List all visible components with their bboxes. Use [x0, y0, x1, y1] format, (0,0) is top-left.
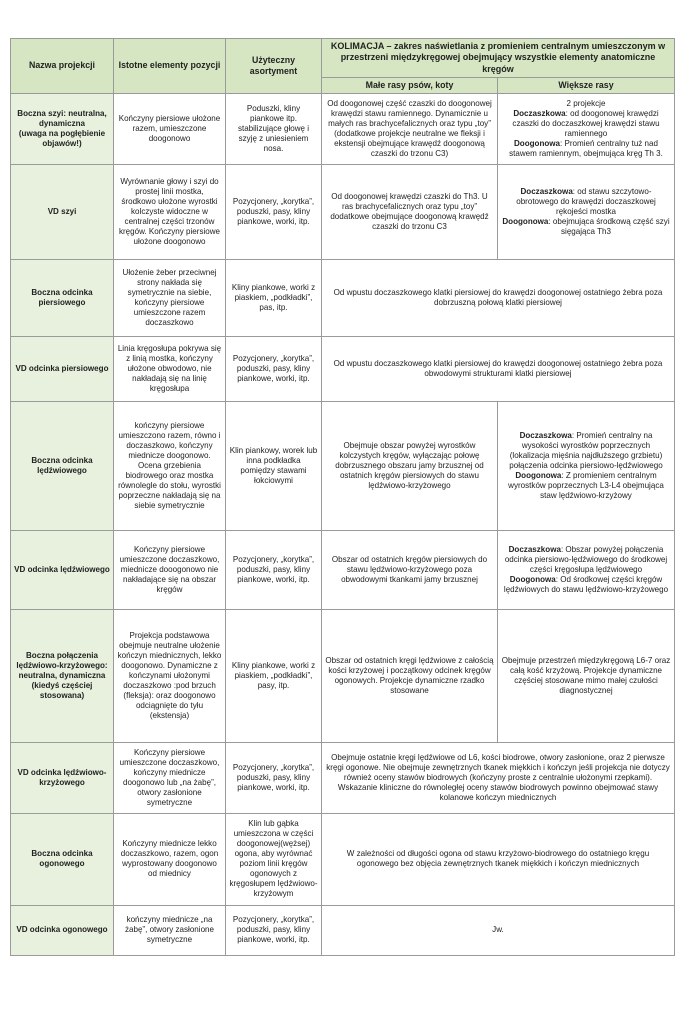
assortment-cell: Kliny piankowe, worki z piaskiem, „podkładki”, pasy, itp. [226, 609, 322, 742]
cranial-projection-text: : Promień centralny na wysokości wyrostków poprzecznych (lokalizacja mięśnia najdłuższego grzbietu) połączenia odcinka piersiowo-lędźwiowego [509, 430, 663, 470]
caudal-projection-label: Doogonowa [509, 574, 556, 584]
table-row [11, 742, 675, 813]
table-row [11, 401, 675, 530]
small-breeds-cell: Obszar od ostatnich kręgi lędźwiowe z całością kości krzyżowej i początkowy odcinek kręgów ogonowych. Projekcje dynamiczne rzadko stosowane [322, 609, 498, 742]
large-breeds-cell [498, 530, 675, 609]
caudal-projection-text: : Z promieniem centralnym wyrostków poprzecznych L3-L4 obejmująca staw lędźwiowo-krzyżowy [508, 470, 664, 500]
caudal-projection-label: Doogonowa [515, 470, 562, 480]
projection-name: VD odcinka piersiowego [11, 336, 114, 401]
collimation-merged-cell: Od wpustu doczaszkowego klatki piersiowej do krawędzi doogonowej ostatniego żebra poza dobrzuszną połową klatki piersiowej [322, 259, 675, 336]
assortment-cell: Kliny piankowe, worki z piaskiem, „podkładki”, pas, itp. [226, 259, 322, 336]
collimation-merged-cell: W zależności od długości ogona od stawu krzyżowo-biodrowego do ostatniego kręgu ogonowego bez objęcia zewnętrznych tkanek miękkich i kończyn miednicznych [322, 813, 675, 905]
caudal-projection-text: : Od środkowej części kręgów lędźwiowych do stawu lędźwiowo-krzyżowego [503, 574, 669, 594]
table-row [11, 164, 675, 259]
large-breeds-cell: Obejmuje przestrzeń międzykręgową L6-7 oraz całą kość krzyżową. Projekcje dynamiczne częściej stosowane mimo małej czułości diagnostycznej [498, 609, 675, 742]
cranial-projection-label: Doczaszkowa [513, 108, 566, 118]
position-elements-cell: Kończyny piersiowe umieszczone doczaszkowo, miednicze dooogonowo nie nakładające się na obszar kręgów [114, 530, 226, 609]
position-elements-cell: Linia kręgosłupa pokrywa się z linią mostka, kończyny ułożone obwodowo, nie nakładają się na linię kręgosłupa [114, 336, 226, 401]
assortment-cell: Pozycjonery, „korytka”, poduszki, pasy, kliny piankowe, worki, itp. [226, 164, 322, 259]
header-projection-name: Nazwa projekcji [11, 39, 114, 94]
projection-name: VD odcinka lędźwiowo-krzyżowego [11, 742, 114, 813]
assortment-cell: Klin piankowy, worek lub inna podkładka pomiędzy stawami łokciowymi [226, 401, 322, 530]
table-row [11, 259, 675, 336]
table-row [11, 336, 675, 401]
projection-name: Boczna odcinka ogonowego [11, 813, 114, 905]
assortment-cell: Klin lub gąbka umieszczona w części doogonowej(wężsej) ogona, aby wyrównać poziom linii kręgów ogonowych z kręgosłupem lędźwiowo-krzyżowym [226, 813, 322, 905]
large-breeds-cell [498, 93, 675, 164]
position-elements-cell: kończyny miednicze „na żabę”, otwory zasłonione symetryczne [114, 905, 226, 955]
caudal-projection-label: Doogonowa [502, 216, 549, 226]
small-breeds-cell: Obejmuje obszar powyżej wyrostków kolczystych kręgów, wyłączając połowę dobrzusznego obszaru jamy brzusznej od ostatnich kręgów piersiowych do stawu lędźwiowo-krzyżowego [322, 401, 498, 530]
projection-name: Boczna odcinka piersiowego [11, 259, 114, 336]
header-collimation: KOLIMACJA – zakres naświetlania z promieniem centralnym umieszczonym w przestrzeni międzykręgowej obejmujący wszystkie elementy anatomiczne kręgów [322, 39, 675, 78]
header-assortment: Użyteczny asortyment [226, 39, 322, 94]
assortment-cell: Pozycjonery, „korytka”, poduszki, pasy, kliny piankowe, worki, itp. [226, 530, 322, 609]
projection-name: Boczna odcinka lędźwiowego [11, 401, 114, 530]
projection-name: VD szyi [11, 164, 114, 259]
cranial-projection-label: Doczaszkowa [508, 544, 561, 554]
cranial-projection-text: : od doogonowej krawędzi czaszki do doczaszkowej krawędzi stawu ramiennego [512, 108, 660, 138]
position-elements-cell: Ułożenie żeber przeciwnej strony nakłada się symetrycznie na siebie, kończyny piersiowe umieszczone razem doczaszkowo [114, 259, 226, 336]
small-breeds-cell: Od doogonowej część czaszki do doogonowej krawędzi stawu ramiennego. Dynamicznie u małych ras brachycefalicznych oraz typu „toy” (dodatkowe projekcje neutralne we fleksji i ekstensji obejmujące krawędź doogonową czaszki do trzonu C3) [322, 93, 498, 164]
assortment-cell: Pozycjonery, „korytka”, poduszki, pasy, kliny piankowe, worki, itp. [226, 742, 322, 813]
small-breeds-cell: Obszar od ostatnich kręgów piersiowych do stawu lędźwiowo-krzyżowego poza obwodowymi tkankami jamy brzusznej [322, 530, 498, 609]
large-breeds-cell [498, 401, 675, 530]
assortment-cell: Pozycjonery, „korytka”, poduszki, pasy, kliny piankowe, worki, itp. [226, 905, 322, 955]
header-large-breeds: Większe rasy [498, 77, 675, 93]
cranial-projection-text: : od stawu szczytowo-obrotowego do krawędzi doczaszkowej rękojeści mostka [516, 186, 656, 216]
caudal-projection-label: Doogonowa [513, 138, 561, 148]
position-elements-cell: kończyny piersiowe umieszczono razem, równo i doczaszkowo, kończyny miednicze doogonowo. Ocena grzebienia biodrowego oraz mostka równolegle do stołu, wyrostki poprzeczne nakładają się na siebie symetrycznie [114, 401, 226, 530]
assortment-cell: Pozycjonery, „korytka”, poduszki, pasy, kliny piankowe, worki, itp. [226, 336, 322, 401]
radiography-positioning-table [10, 38, 675, 956]
header-small-breeds: Małe rasy psów, koty [322, 77, 498, 93]
position-elements-cell: Kończyny piersiowe umieszczone doczaszkowo, kończyny miednicze doogonowo lub „na żabę”, otwory zasłonione symetryczne [114, 742, 226, 813]
assortment-cell: Poduszki, kliny piankowe itp. stabilizujące głowę i szyję z uniesieniem nosa. [226, 93, 322, 164]
cranial-projection-label: Doczaszkowa [519, 430, 572, 440]
table-row [11, 93, 675, 164]
table-row [11, 609, 675, 742]
caudal-projection-text: : Promień centralny tuż nad stawem ramiennym, obejmująca kręg Th 3. [509, 138, 663, 158]
projection-name-cell [11, 93, 114, 164]
caudal-projection-text: : obejmująca środkową część szyi sięgająca Th3 [548, 216, 670, 236]
position-elements-cell: Kończyny miednicze lekko doczaszkowo, razem, ogon wyprostowany doogonowo od miednicy [114, 813, 226, 905]
table-row [11, 530, 675, 609]
projection-name-note: (uwaga na pogłębienie objawów!) [18, 128, 106, 148]
position-elements-cell: Wyrównanie głowy i szyi do prostej linii mostka, środkowo ułożone wyrostki kolczyste widoczne w centralnej części trzonów kręgów. Kończyny piersiowe ułożone doogonowo [114, 164, 226, 259]
position-elements-cell: Projekcja podstawowa obejmuje neutralne ułożenie kończyn miednicznych, lekko doogonowo. Dynamiczne z kończynami ułożonymi doczaszkowo :pod brzuch (fleksja): oraz doogonowo odciągnięte do tyłu (ekstensja) [114, 609, 226, 742]
small-breeds-cell: Od doogonowej krawędzi czaszki do Th3. U ras brachycefalicznych oraz typu „toy” dodatkowe obejmujące doogonową krawędź czaszki do trzonu C3 [322, 164, 498, 259]
table-row [11, 813, 675, 905]
projection-name: Boczna szyi: neutralna, dynamiczna [17, 108, 107, 128]
large-breeds-cell [498, 164, 675, 259]
collimation-merged-cell: Jw. [322, 905, 675, 955]
cranial-projection-text: : Obszar powyżej połączenia odcinka piersiowo-lędźwiowego do środkowej części kręgosłupa lędźwiowego [504, 544, 668, 574]
projection-name: VD odcinka lędźwiowego [11, 530, 114, 609]
collimation-merged-cell: Od wpustu doczaszkowego klatki piersiowej do krawędzi doogonowej ostatniego żebra poza obwodowymi strukturami klatki piersiowej [322, 336, 675, 401]
table-row [11, 905, 675, 955]
projection-name: Boczna połączenia lędźwiowo-krzyżowego: neutralna, dynamiczna (kiedyś częściej stosowana) [11, 609, 114, 742]
position-elements-cell: Kończyny piersiowe ułożone razem, umieszczone doogonowo [114, 93, 226, 164]
cranial-projection-label: Doczaszkowa [520, 186, 573, 196]
header-position-elements: Istotne elementy pozycji [114, 39, 226, 94]
large-breeds-intro: 2 projekcje [566, 98, 606, 108]
collimation-merged-cell: Obejmuje ostatnie kręgi lędźwiowe od L6, kości biodrowe, otwory zasłonione, oraz 2 pierwsze kręgi ogonowe. Nie obejmuje zewnętrznych tkanek miękkich i kończyn jeśli projekcja nie dotyczy również oceny stawów biodrowych (kończyny proste z centralnie ułożonymi rzepkami). Wskazanie kliniczne do równoległej oceny stawów biodrowych powinno obejmować stawy kolanowe kończyn miednicznych [322, 742, 675, 813]
projection-name: VD odcinka ogonowego [11, 905, 114, 955]
